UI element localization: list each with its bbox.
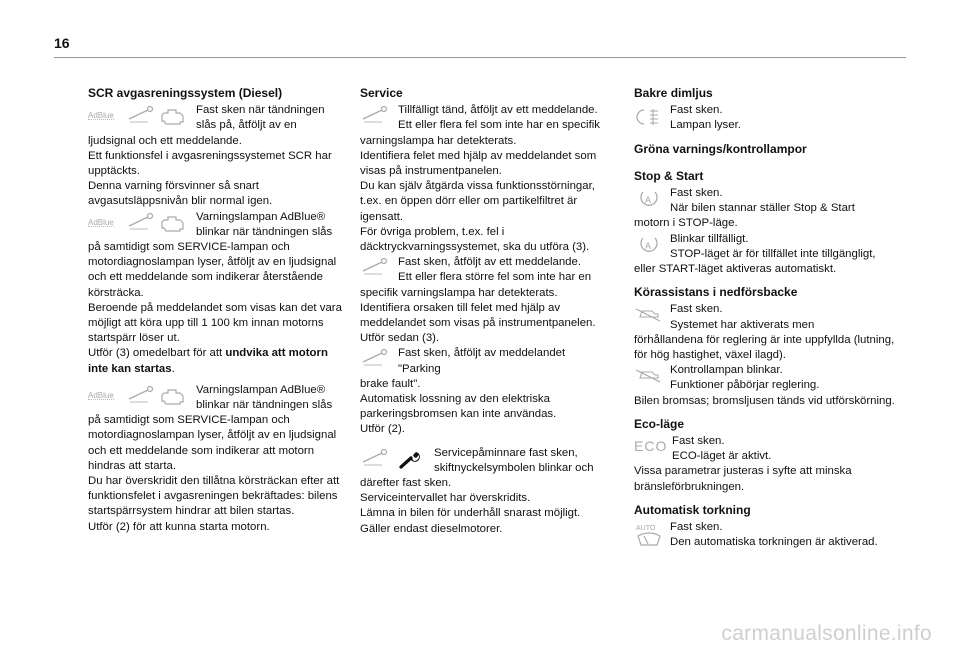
service-s4-p3: Lämna in bilen för underhåll snarast möjligt.: [360, 507, 581, 520]
scr-b3-p2: Du har överskridit den tillåtna körsträckan efter att funktionsfelet i avgasreningen bekräftades: bilens startspärrsystem hindrar att bilen startas.: [88, 475, 340, 518]
service-block-2: [360, 255, 608, 346]
da1-line2: Systemet har aktiverats men: [670, 318, 815, 331]
scr-icons-1: [88, 105, 192, 131]
ss2-rest: eller START-läget aktiveras automatiskt.: [634, 263, 837, 276]
scr-b3-line1: Varningslampan AdBlue®: [196, 383, 326, 396]
column-service: [360, 86, 608, 537]
scr-b3-rest: på samtidigt som SERVICE-lampan och motordiagnoslampan lyser, åtföljt av en ljudsignal och ett meddelande som indikerar att motorn hindras att starta.: [88, 414, 337, 472]
scr-block-2: [88, 210, 348, 377]
stop-start-icon-wrap-2: [634, 234, 666, 260]
service-wrench-icon: [126, 212, 156, 232]
downhill-icon-wrap-2: [634, 365, 666, 391]
rear-fog-icon-wrap: [634, 105, 666, 131]
stop-start-icon: [638, 189, 660, 209]
service-block-4: [360, 446, 608, 537]
scr-block-3: [88, 383, 348, 535]
service-icon-2: [360, 257, 394, 283]
ss2-line1: Blinkar tillfälligt.: [670, 232, 749, 245]
stop-start-icon: [638, 235, 660, 255]
heading-stop-start: Stop & Start: [634, 168, 704, 183]
service-s1-p4: För övriga problem, t.ex. fel i däcktryckvarningssystemet, ska du utföra (3).: [360, 225, 590, 254]
ss2-line2: STOP-läget är för tillfället inte tillgängligt,: [670, 247, 876, 260]
scr-b3-p3: Utför (2) för att kunna starta motorn.: [88, 520, 270, 533]
scr-icons-2: [88, 212, 192, 238]
downhill-block-1: [634, 302, 904, 363]
stop-start-block-2: [634, 232, 904, 278]
svg-text:A: A: [645, 195, 652, 206]
heading-scr: SCR avgasreningssystem (Diesel): [88, 86, 283, 100]
engine-icon: [160, 212, 188, 234]
service-s2-rest: specifik varningslampa har detekterats.: [360, 286, 558, 299]
service-s1-line2: Ett eller flera fel som inte har en specifik: [398, 119, 600, 132]
service-s4-line2: skiftnyckelsymbolen blinkar och: [434, 461, 594, 474]
service-block-1: [360, 103, 608, 255]
engine-icon: [160, 105, 188, 127]
scr-b1-p2: Ett funktionsfel i avgasreningssystemet SCR har upptäckts.: [88, 149, 332, 178]
rear-fog-block: [634, 103, 904, 133]
heading-green-lamps: Gröna varnings/kontrollampor: [634, 141, 807, 156]
service-s4-rest: därefter fast sken.: [360, 477, 452, 490]
adblue-icon: AdBlue: [88, 108, 114, 123]
service-s1-p3: Du kan själv åtgärda vissa funktionsstörningar, t.ex. en öppen dörr eller om partikelfiltret är igensatt.: [360, 180, 595, 223]
scr-b2-p3: Utför (3) omedelbart för att undvika att motorn inte kan startas.: [88, 347, 328, 375]
scr-b1-p3: Denna varning försvinner så snart avgasutsläppsnivån blir normal igen.: [88, 180, 273, 208]
page-number: 16: [54, 35, 70, 51]
auto-label: AUTO: [636, 525, 656, 533]
ss1-line1: Fast sken.: [670, 187, 723, 200]
service-s2-line2: Ett eller flera större fel som inte har en: [398, 271, 592, 284]
service-s3-line1: Fast sken, åtföljt av meddelandet "Parking: [398, 347, 566, 375]
service-s4-p4: Gäller endast dieselmotorer.: [360, 522, 503, 535]
wipe-icon-wrap: [634, 522, 666, 548]
hill-descent-icon: [634, 305, 664, 325]
engine-icon: [160, 385, 188, 407]
wipe-line1: Fast sken.: [670, 521, 723, 534]
eco-line2: ECO-läget är aktivt.: [672, 450, 772, 463]
rear-fog-line1: Fast sken.: [670, 104, 723, 117]
rear-fog-line2: Lampan lyser.: [670, 119, 741, 132]
heading-auto-wipe: Automatisk torkning: [634, 502, 751, 517]
downhill-icon-wrap-1: [634, 304, 666, 330]
service-s1-p2: Identifiera felet med hjälp av meddelandet som visas på instrumentpanelen.: [360, 149, 597, 178]
column-lamps: [634, 86, 904, 550]
service-s3-p2: Automatisk lossning av den elektriska parkeringsbromsen kan inte användas.: [360, 393, 557, 421]
service-wrench-icon: [126, 385, 156, 405]
scr-b3-line2: blinkar när tändningen slås: [196, 399, 333, 412]
adblue-icon: AdBlue: [88, 388, 114, 403]
downhill-block-2: [634, 363, 904, 409]
service-s4-line1: Servicepåminnare fast sken,: [434, 446, 578, 459]
scr-b2-line1: Varningslampan AdBlue®: [196, 210, 326, 223]
service-s1-line1: Tillfälligt tänd, åtföljt av ett meddelande.: [398, 104, 598, 117]
service-wrench-icon: [360, 348, 392, 368]
svg-text:A: A: [645, 240, 652, 251]
eco-block: [634, 434, 904, 495]
adblue-icon: AdBlue: [88, 215, 114, 230]
da2-line2: Funktioner påbörjar reglering.: [670, 379, 820, 392]
scr-b2-line2: blinkar när tändningen slås: [196, 225, 333, 238]
scr-b1-line2: slås på, åtföljt av en: [196, 119, 297, 132]
service-s2-line1: Fast sken, åtföljt av ett meddelande.: [398, 256, 581, 269]
da1-line1: Fast sken.: [670, 303, 723, 316]
column-scr: [88, 86, 348, 535]
service-s2-p3: Utför sedan (3).: [360, 332, 440, 345]
service-icon-1: [360, 105, 394, 131]
heading-eco: Eco-läge: [634, 416, 685, 431]
service-s3-line2: brake fault".: [360, 377, 421, 390]
hill-descent-icon: [634, 366, 664, 386]
rear-fog-icon: [636, 107, 662, 127]
service-block-3: [360, 346, 608, 437]
service-icon-3: [360, 348, 394, 374]
heading-downhill-assist: Körassistans i nedförsbacke: [634, 285, 798, 300]
scr-b1-line1: Fast sken när tändningen: [196, 104, 325, 117]
watermark: carmanualsonline.info: [721, 621, 932, 645]
service-icons-4: [360, 448, 430, 474]
stop-start-block-1: [634, 186, 904, 232]
service-wrench-icon: [360, 448, 392, 468]
eco-icon-wrap: [634, 436, 668, 462]
service-s2-p2: Identifiera orsaken till felet med hjälp av meddelandet som visas på instrumentpanelen.: [360, 301, 596, 330]
service-wrench-icon: [360, 257, 392, 277]
header-divider: [54, 57, 906, 58]
da1-rest: förhållandena för reglering är inte uppfyllda (lutning, för hög hastighet, växel ilagd).: [634, 333, 895, 362]
spanner-icon: [398, 450, 422, 470]
heading-rear-fog: Bakre dimljus: [634, 86, 713, 100]
service-wrench-icon: [126, 105, 156, 125]
scr-b1-rest: ljudsignal och ett meddelande.: [88, 134, 242, 147]
service-wrench-icon: [360, 105, 392, 125]
scr-b2-rest: på samtidigt som SERVICE-lampan och motordiagnoslampan lyser, åtföljt av en ljudsignal och ett meddelande som indikerar återstående körsträcka.: [88, 241, 337, 299]
scr-b2-p2: Beroende på meddelandet som visas kan det vara möjligt att köra upp till 1 100 km innan motorns startspärr löser ut.: [88, 301, 342, 345]
heading-service: Service: [360, 86, 403, 100]
ss1-line2: När bilen stannar ställer Stop & Start: [670, 202, 855, 215]
stop-start-icon-wrap-1: [634, 188, 666, 214]
ss1-rest: motorn i STOP-läge.: [634, 217, 738, 230]
eco-icon: ECO: [634, 438, 668, 455]
service-s3-p3: Utför (2).: [360, 423, 405, 436]
auto-wiper-icon: [636, 530, 662, 548]
da2-rest: Bilen bromsas; bromsljusen tänds vid utförskörning.: [634, 394, 895, 407]
wipe-block: [634, 520, 904, 550]
da2-line1: Kontrollampan blinkar.: [670, 364, 783, 377]
service-s4-p2: Serviceintervallet har överskridits.: [360, 492, 531, 505]
eco-rest: Vissa parametrar justeras i syfte att minska bränsleförbrukningen.: [634, 465, 852, 493]
service-s1-rest: varningslampa har detekterats.: [360, 134, 517, 147]
eco-line1: Fast sken.: [672, 435, 725, 448]
scr-icons-3: [88, 385, 192, 411]
wipe-line2: Den automatiska torkningen är aktiverad.: [670, 536, 878, 549]
scr-block-1: [88, 103, 348, 209]
